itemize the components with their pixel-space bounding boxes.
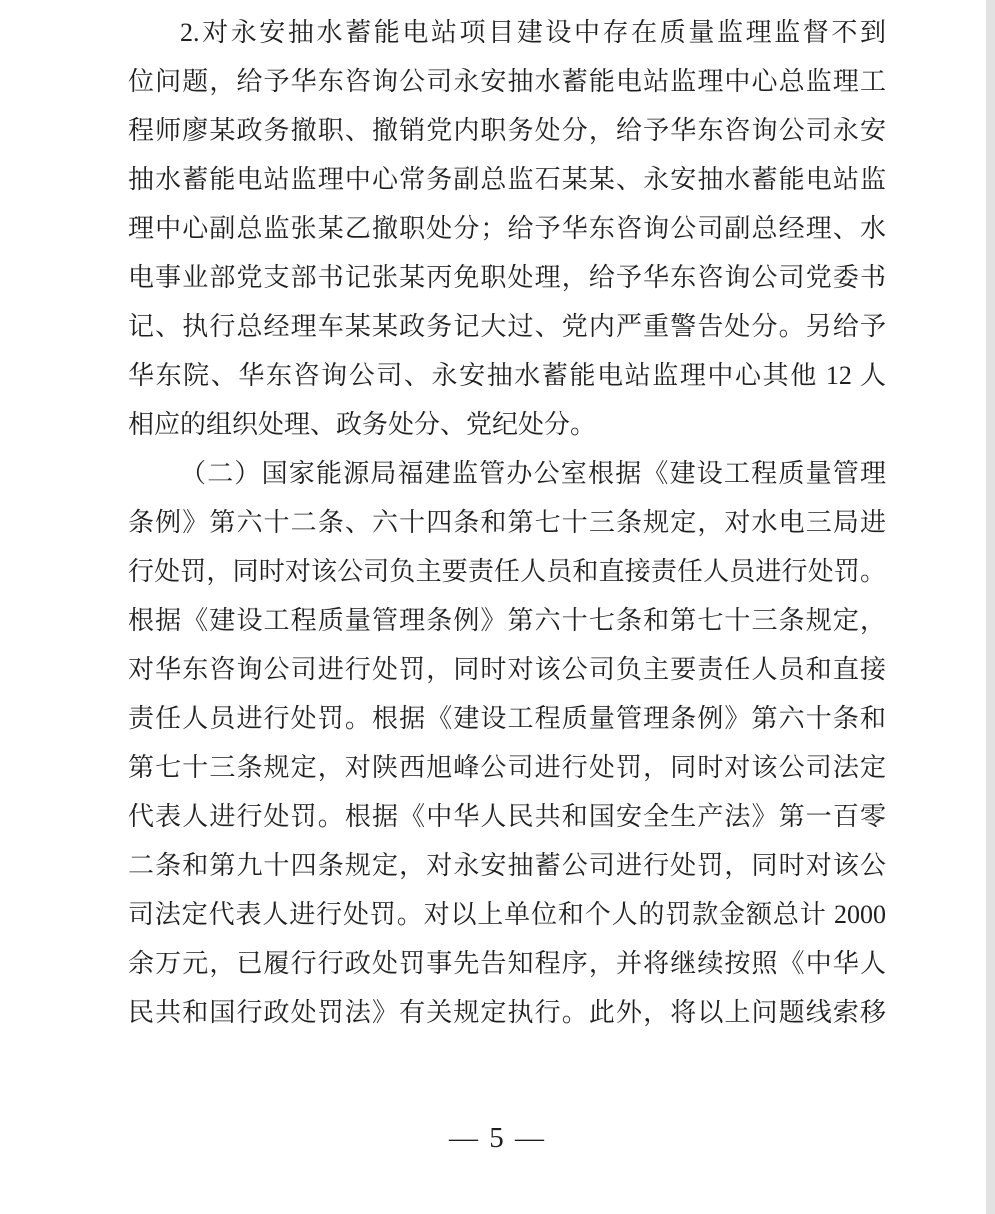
text-line: 相应的组织处理、政务处分、党纪处分。: [128, 410, 597, 439]
text-line: 条例》第六十二条、六十四条和第七十三条规定，对水电三局进: [128, 508, 886, 537]
text-line: 第七十三条规定，对陕西旭峰公司进行处罚，同时对该公司法定: [128, 753, 886, 782]
text-line: 2.对永安抽水蓄能电站项目建设中存在质量监理监督不到: [180, 18, 886, 47]
text-line: 抽水蓄能电站监理中心常务副总监石某某、永安抽水蓄能电站监: [128, 165, 886, 194]
text-line: 责任人员进行处罚。根据《建设工程质量管理条例》第六十条和: [128, 704, 886, 733]
text-line: 根据《建设工程质量管理条例》第六十七条和第七十三条规定，: [128, 606, 886, 635]
text-line: 理中心副总监张某乙撤职处分；给予华东咨询公司副总经理、水: [128, 214, 886, 243]
text-line: 二条和第九十四条规定，对永安抽蓄公司进行处罚，同时对该公: [128, 851, 886, 880]
text-line: （二）国家能源局福建监管办公室根据《建设工程质量管理: [180, 459, 886, 488]
text-line: 记、执行总经理车某某政务记大过、党内严重警告处分。另给予: [128, 312, 886, 341]
document-body: [128, 8, 886, 1037]
text-line: 电事业部党支部书记张某丙免职处理，给予华东咨询公司党委书: [128, 263, 886, 292]
text-line: 司法定代表人进行处罚。对以上单位和个人的罚款金额总计 2000: [128, 900, 886, 929]
text-line: 华东院、华东咨询公司、永安抽水蓄能电站监理中心其他 12 人: [128, 361, 886, 390]
text-line: 民共和国行政处罚法》有关规定执行。此外，将以上问题线索移: [128, 998, 886, 1027]
page-number: — 5 —: [449, 1122, 546, 1154]
text-line: 对华东咨询公司进行处罚，同时对该公司负主要责任人员和直接: [128, 655, 886, 684]
page-footer: [0, 1116, 995, 1160]
text-line: 余万元，已履行行政处罚事先告知程序，并将继续按照《中华人: [128, 949, 886, 978]
text-line: 代表人进行处罚。根据《中华人民共和国安全生产法》第一百零: [128, 802, 886, 831]
text-line: 程师廖某政务撤职、撤销党内职务处分，给予华东咨询公司永安: [128, 116, 886, 145]
page-edge-strip: [986, 0, 995, 1214]
text-line: 行处罚，同时对该公司负主要责任人员和直接责任人员进行处罚。: [128, 557, 886, 586]
text-line: 位问题，给予华东咨询公司永安抽水蓄能电站监理中心总监理工: [128, 67, 886, 96]
